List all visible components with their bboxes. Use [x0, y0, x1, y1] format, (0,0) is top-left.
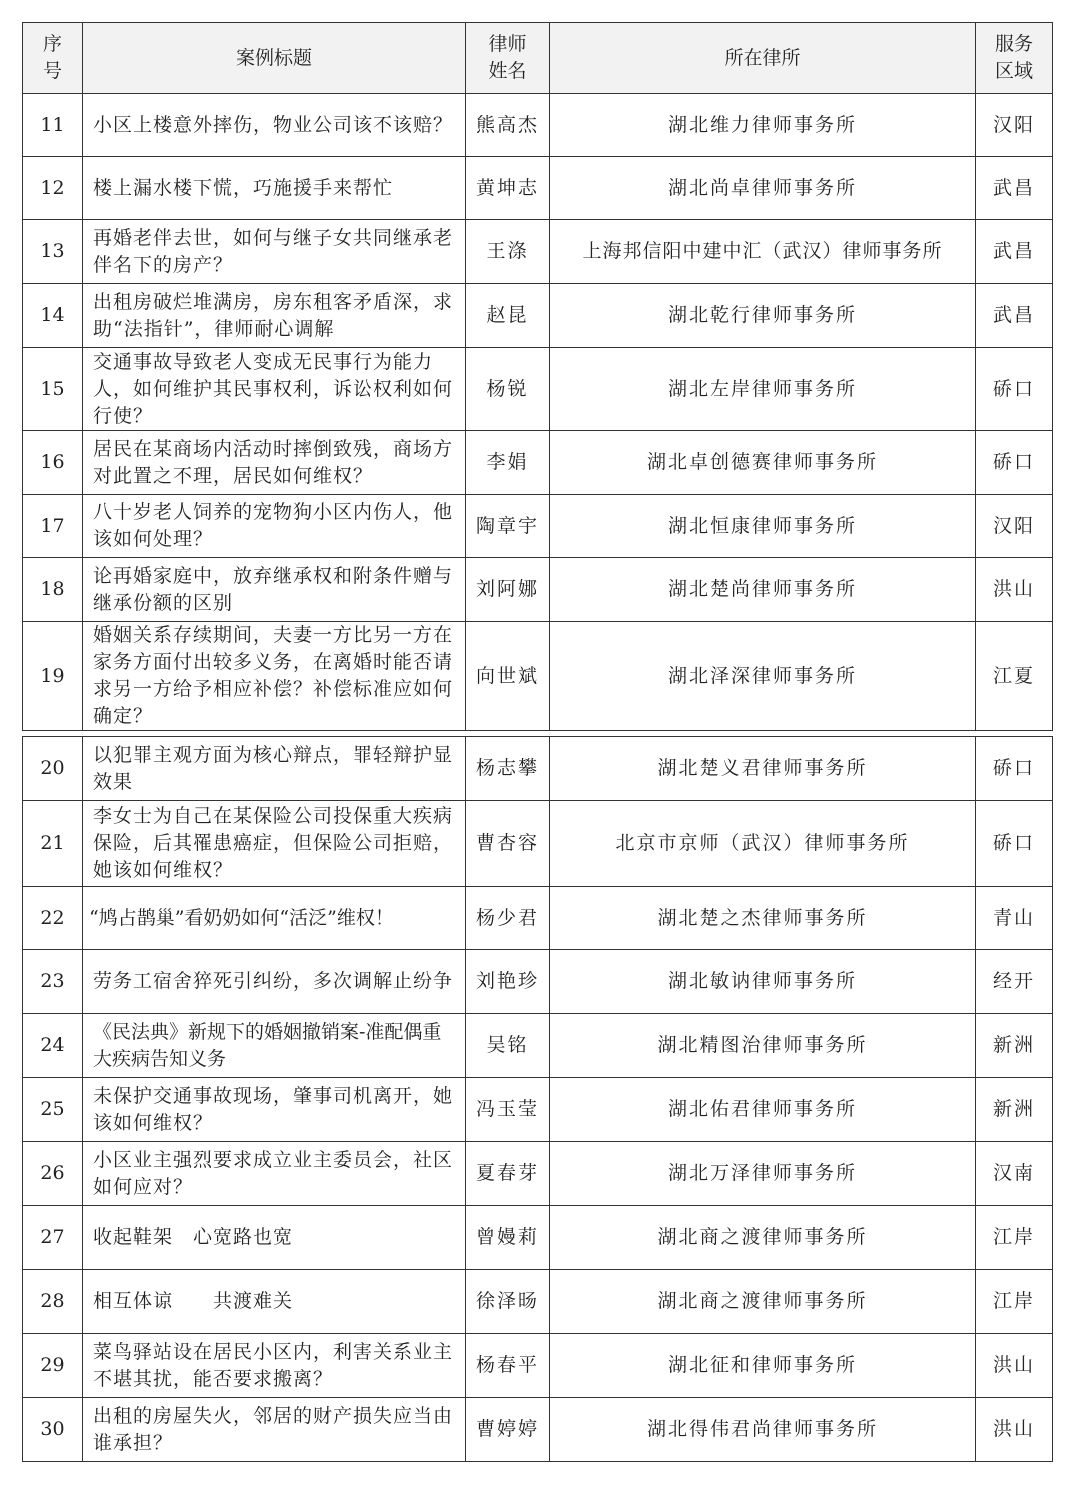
table-row — [23, 1014, 1053, 1078]
row-num: 13 — [23, 220, 83, 284]
row-area: 洪山 — [976, 558, 1053, 622]
row-firm: 湖北征和律师事务所 — [550, 1334, 976, 1398]
row-num: 11 — [23, 94, 83, 157]
table-row — [23, 94, 1053, 157]
row-area: 硚口 — [976, 737, 1053, 801]
row-num: 24 — [23, 1014, 83, 1078]
table-row — [23, 950, 1053, 1014]
row-title: 出租房破烂堆满房，房东租客矛盾深，求助“法指针”，律师耐心调解 — [83, 284, 466, 348]
row-area: 汉阳 — [976, 94, 1053, 157]
row-title: 《民法典》新规下的婚姻撤销案-准配偶重大疾病告知义务 — [83, 1014, 466, 1078]
row-firm: 湖北得伟君尚律师事务所 — [550, 1398, 976, 1462]
row-title: 论再婚家庭中，放弃继承权和附条件赠与继承份额的区别 — [83, 558, 466, 622]
row-title: 收起鞋架 心宽路也宽 — [83, 1206, 466, 1270]
row-firm: 湖北尚卓律师事务所 — [550, 157, 976, 220]
row-firm: 湖北商之渡律师事务所 — [550, 1270, 976, 1334]
row-area: 硚口 — [976, 801, 1053, 887]
row-area: 新洲 — [976, 1078, 1053, 1142]
row-firm: 湖北楚义君律师事务所 — [550, 737, 976, 801]
table-row — [23, 887, 1053, 950]
row-area: 洪山 — [976, 1398, 1053, 1462]
row-title: 相互体谅 共渡难关 — [83, 1270, 466, 1334]
row-num: 18 — [23, 558, 83, 622]
row-title: 婚姻关系存续期间，夫妻一方比另一方在家务方面付出较多义务，在离婚时能否请求另一方给予相应补偿？补偿标准应如何确定？ — [83, 622, 466, 731]
table-row — [23, 1398, 1053, 1462]
row-num: 30 — [23, 1398, 83, 1462]
row-lawyer: 杨锐 — [466, 348, 550, 431]
row-area: 武昌 — [976, 220, 1053, 284]
case-table-part1 — [22, 22, 1053, 731]
row-lawyer: 赵昆 — [466, 284, 550, 348]
row-num: 27 — [23, 1206, 83, 1270]
table-row — [23, 1270, 1053, 1334]
header-firm: 所在律所 — [550, 23, 976, 94]
row-num: 12 — [23, 157, 83, 220]
row-lawyer: 李娟 — [466, 431, 550, 495]
row-num: 22 — [23, 887, 83, 950]
row-title: “鸠占鹊巢”看奶奶如何“活泛”维权！ — [83, 887, 466, 950]
row-firm: 湖北恒康律师事务所 — [550, 495, 976, 558]
table-row — [23, 348, 1053, 431]
row-lawyer: 曹婷婷 — [466, 1398, 550, 1462]
row-firm: 上海邦信阳中建中汇（武汉）律师事务所 — [550, 220, 976, 284]
row-lawyer: 徐泽旸 — [466, 1270, 550, 1334]
row-area: 武昌 — [976, 157, 1053, 220]
row-lawyer: 陶章宇 — [466, 495, 550, 558]
row-lawyer: 杨志攀 — [466, 737, 550, 801]
row-area: 经开 — [976, 950, 1053, 1014]
row-firm: 湖北乾行律师事务所 — [550, 284, 976, 348]
row-area: 江夏 — [976, 622, 1053, 731]
row-lawyer: 刘艳珍 — [466, 950, 550, 1014]
row-area: 洪山 — [976, 1334, 1053, 1398]
row-firm: 湖北泽深律师事务所 — [550, 622, 976, 731]
row-firm: 湖北卓创德赛律师事务所 — [550, 431, 976, 495]
row-title: 再婚老伴去世，如何与继子女共同继承老伴名下的房产？ — [83, 220, 466, 284]
table-row — [23, 558, 1053, 622]
row-num: 16 — [23, 431, 83, 495]
row-title: 劳务工宿舍猝死引纠纷，多次调解止纷争 — [83, 950, 466, 1014]
row-num: 15 — [23, 348, 83, 431]
row-firm: 湖北佑君律师事务所 — [550, 1078, 976, 1142]
table-row — [23, 1334, 1053, 1398]
row-title: 未保护交通事故现场，肇事司机离开，她该如何维权？ — [83, 1078, 466, 1142]
row-lawyer: 熊高杰 — [466, 94, 550, 157]
row-num: 21 — [23, 801, 83, 887]
row-firm: 湖北商之渡律师事务所 — [550, 1206, 976, 1270]
header-num: 序号 — [23, 23, 83, 94]
row-title: 交通事故导致老人变成无民事行为能力人，如何维护其民事权利，诉讼权利如何行使？ — [83, 348, 466, 431]
row-firm: 北京市京师（武汉）律师事务所 — [550, 801, 976, 887]
row-title: 出租的房屋失火，邻居的财产损失应当由谁承担？ — [83, 1398, 466, 1462]
row-title: 菜鸟驿站设在居民小区内，利害关系业主不堪其扰，能否要求搬离？ — [83, 1334, 466, 1398]
row-firm: 湖北楚尚律师事务所 — [550, 558, 976, 622]
row-num: 29 — [23, 1334, 83, 1398]
row-lawyer: 冯玉莹 — [466, 1078, 550, 1142]
row-area: 武昌 — [976, 284, 1053, 348]
row-area: 硚口 — [976, 348, 1053, 431]
row-lawyer: 黄坤志 — [466, 157, 550, 220]
row-title: 楼上漏水楼下慌，巧施援手来帮忙 — [83, 157, 466, 220]
row-title: 小区业主强烈要求成立业主委员会，社区如何应对？ — [83, 1142, 466, 1206]
table-row — [23, 157, 1053, 220]
table-row — [23, 284, 1053, 348]
row-area: 青山 — [976, 887, 1053, 950]
row-lawyer: 杨少君 — [466, 887, 550, 950]
row-firm: 湖北精图治律师事务所 — [550, 1014, 976, 1078]
row-area: 新洲 — [976, 1014, 1053, 1078]
table-row — [23, 737, 1053, 801]
row-num: 19 — [23, 622, 83, 731]
row-lawyer: 吴铭 — [466, 1014, 550, 1078]
row-lawyer: 夏春芽 — [466, 1142, 550, 1206]
row-num: 17 — [23, 495, 83, 558]
table-row — [23, 622, 1053, 731]
row-firm: 湖北维力律师事务所 — [550, 94, 976, 157]
row-num: 26 — [23, 1142, 83, 1206]
table-row — [23, 431, 1053, 495]
row-title: 以犯罪主观方面为核心辩点，罪轻辩护显效果 — [83, 737, 466, 801]
row-lawyer: 曹杏容 — [466, 801, 550, 887]
table-header-row — [23, 23, 1053, 94]
row-area: 江岸 — [976, 1206, 1053, 1270]
table-row — [23, 1206, 1053, 1270]
row-lawyer: 向世斌 — [466, 622, 550, 731]
row-area: 硚口 — [976, 431, 1053, 495]
table-row — [23, 220, 1053, 284]
header-area: 服务区域 — [976, 23, 1053, 94]
row-lawyer: 曾嫚莉 — [466, 1206, 550, 1270]
table-row — [23, 1078, 1053, 1142]
header-title: 案例标题 — [83, 23, 466, 94]
row-num: 14 — [23, 284, 83, 348]
row-firm: 湖北楚之杰律师事务所 — [550, 887, 976, 950]
row-area: 汉阳 — [976, 495, 1053, 558]
row-num: 20 — [23, 737, 83, 801]
row-num: 23 — [23, 950, 83, 1014]
row-title: 八十岁老人饲养的宠物狗小区内伤人，他该如何处理？ — [83, 495, 466, 558]
row-title: 居民在某商场内活动时摔倒致残，商场方对此置之不理，居民如何维权？ — [83, 431, 466, 495]
row-firm: 湖北左岸律师事务所 — [550, 348, 976, 431]
row-firm: 湖北万泽律师事务所 — [550, 1142, 976, 1206]
case-list-page — [22, 22, 1052, 1462]
table-row — [23, 1142, 1053, 1206]
row-area: 汉南 — [976, 1142, 1053, 1206]
table-row — [23, 801, 1053, 887]
row-lawyer: 刘阿娜 — [466, 558, 550, 622]
header-lawyer: 律师姓名 — [466, 23, 550, 94]
row-area: 江岸 — [976, 1270, 1053, 1334]
row-num: 25 — [23, 1078, 83, 1142]
row-firm: 湖北敏讷律师事务所 — [550, 950, 976, 1014]
case-table-part2 — [22, 736, 1053, 1462]
table-row — [23, 495, 1053, 558]
row-lawyer: 王涤 — [466, 220, 550, 284]
row-num: 28 — [23, 1270, 83, 1334]
row-title: 李女士为自己在某保险公司投保重大疾病保险，后其罹患癌症，但保险公司拒赔，她该如何维权？ — [83, 801, 466, 887]
row-lawyer: 杨春平 — [466, 1334, 550, 1398]
row-title: 小区上楼意外摔伤，物业公司该不该赔？ — [83, 94, 466, 157]
